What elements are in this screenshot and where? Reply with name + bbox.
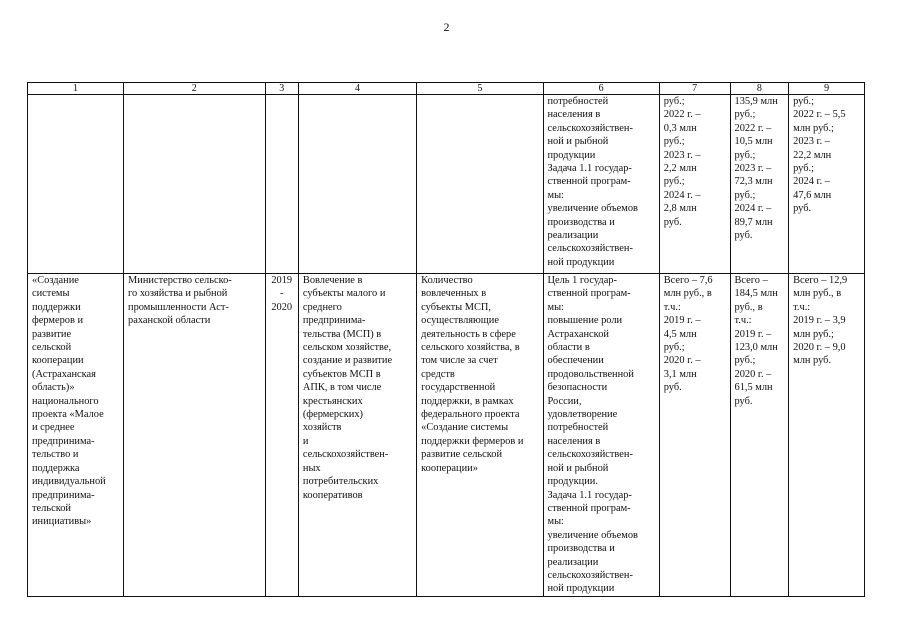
funding-cell: руб.; 2022 г. – 5,5 млн руб.; 2023 г. – 22,2 млн руб.; 2024 г. – 47,6 млн руб. [789,95,865,274]
table-row [28,95,865,274]
executor-cell [124,95,266,274]
description-cell: Вовлечение в субъекты малого и среднего предпринима- тельства (МСП) в сельском хозяйстве, создание и развитие субъектов МСП в АПК, в том числе крестьянских (фермерских) хозяйств и сельскохозяйствен- ных потребительских кооперативов [298,274,416,597]
goal-cell: потребностей населения в сельскохозяйствен- ной и рыбной продукции Задача 1.1 государ- ственной програм- мы: увеличение объемов производства и реализации сельскохозяйствен- ной продукции [543,95,659,274]
header-cell: 7 [659,83,730,95]
funding-cell: Всего – 7,6 млн руб., в т.ч.: 2019 г. – 4,5 млн руб.; 2020 г. – 3,1 млн руб. [659,274,730,597]
header-cell: 5 [417,83,543,95]
page-number: 2 [443,20,450,34]
period-cell [265,95,298,274]
table-row [28,274,865,597]
header-cell: 2 [124,83,266,95]
table-header-row [28,83,865,95]
funding-cell: 135,9 млн руб.; 2022 г. – 10,5 млн руб.; 2023 г. – 72,3 млн руб.; 2024 г. – 89,7 млн руб. [730,95,789,274]
indicator-cell: Количество вовлеченных в субъекты МСП, осуществляющие деятельность в сфере сельского хозяйства, в том числе за счет средств государственной поддержки, в рамках федерального проекта «Создание системы поддержки фермеров и развитие сельской кооперации» [417,274,543,597]
description-cell [298,95,416,274]
event-name-cell: «Создание системы поддержки фермеров и развитие сельской кооперации (Астраханская область)» национального проекта «Малое и среднее предпринима- тельство и поддержка индивидуальной предпринима- тельской инициативы» [28,274,124,597]
header-cell: 8 [730,83,789,95]
header-cell: 4 [298,83,416,95]
funding-cell: Всего – 184,5 млн руб., в т.ч.: 2019 г. – 123,0 млн руб.; 2020 г. – 61,5 млн руб. [730,274,789,597]
header-cell: 1 [28,83,124,95]
header-cell: 3 [265,83,298,95]
executor-cell: Министерство сельско- го хозяйства и рыбной промышленности Аст- раханской области [124,274,266,597]
indicator-cell [417,95,543,274]
event-name-cell [28,95,124,274]
program-table [27,82,865,597]
header-cell: 6 [543,83,659,95]
header-cell: 9 [789,83,865,95]
period-cell: 2019 - 2020 [265,274,298,597]
goal-cell: Цель 1 государ- ственной програм- мы: повышение роли Астраханской области в обеспечении продовольственной безопасности России, удовлетворение потребностей населения в сельскохозяйствен- ной и рыбной продукции. Задача 1.1 государ- ственной програм- мы: увеличение объемов производства и реализации сельскохозяйствен- ной продукции [543,274,659,597]
funding-cell: руб.; 2022 г. – 0,3 млн руб.; 2023 г. – 2,2 млн руб.; 2024 г. – 2,8 млн руб. [659,95,730,274]
funding-cell: Всего – 12,9 млн руб., в т.ч.: 2019 г. – 3,9 млн руб.; 2020 г. – 9,0 млн руб. [789,274,865,597]
